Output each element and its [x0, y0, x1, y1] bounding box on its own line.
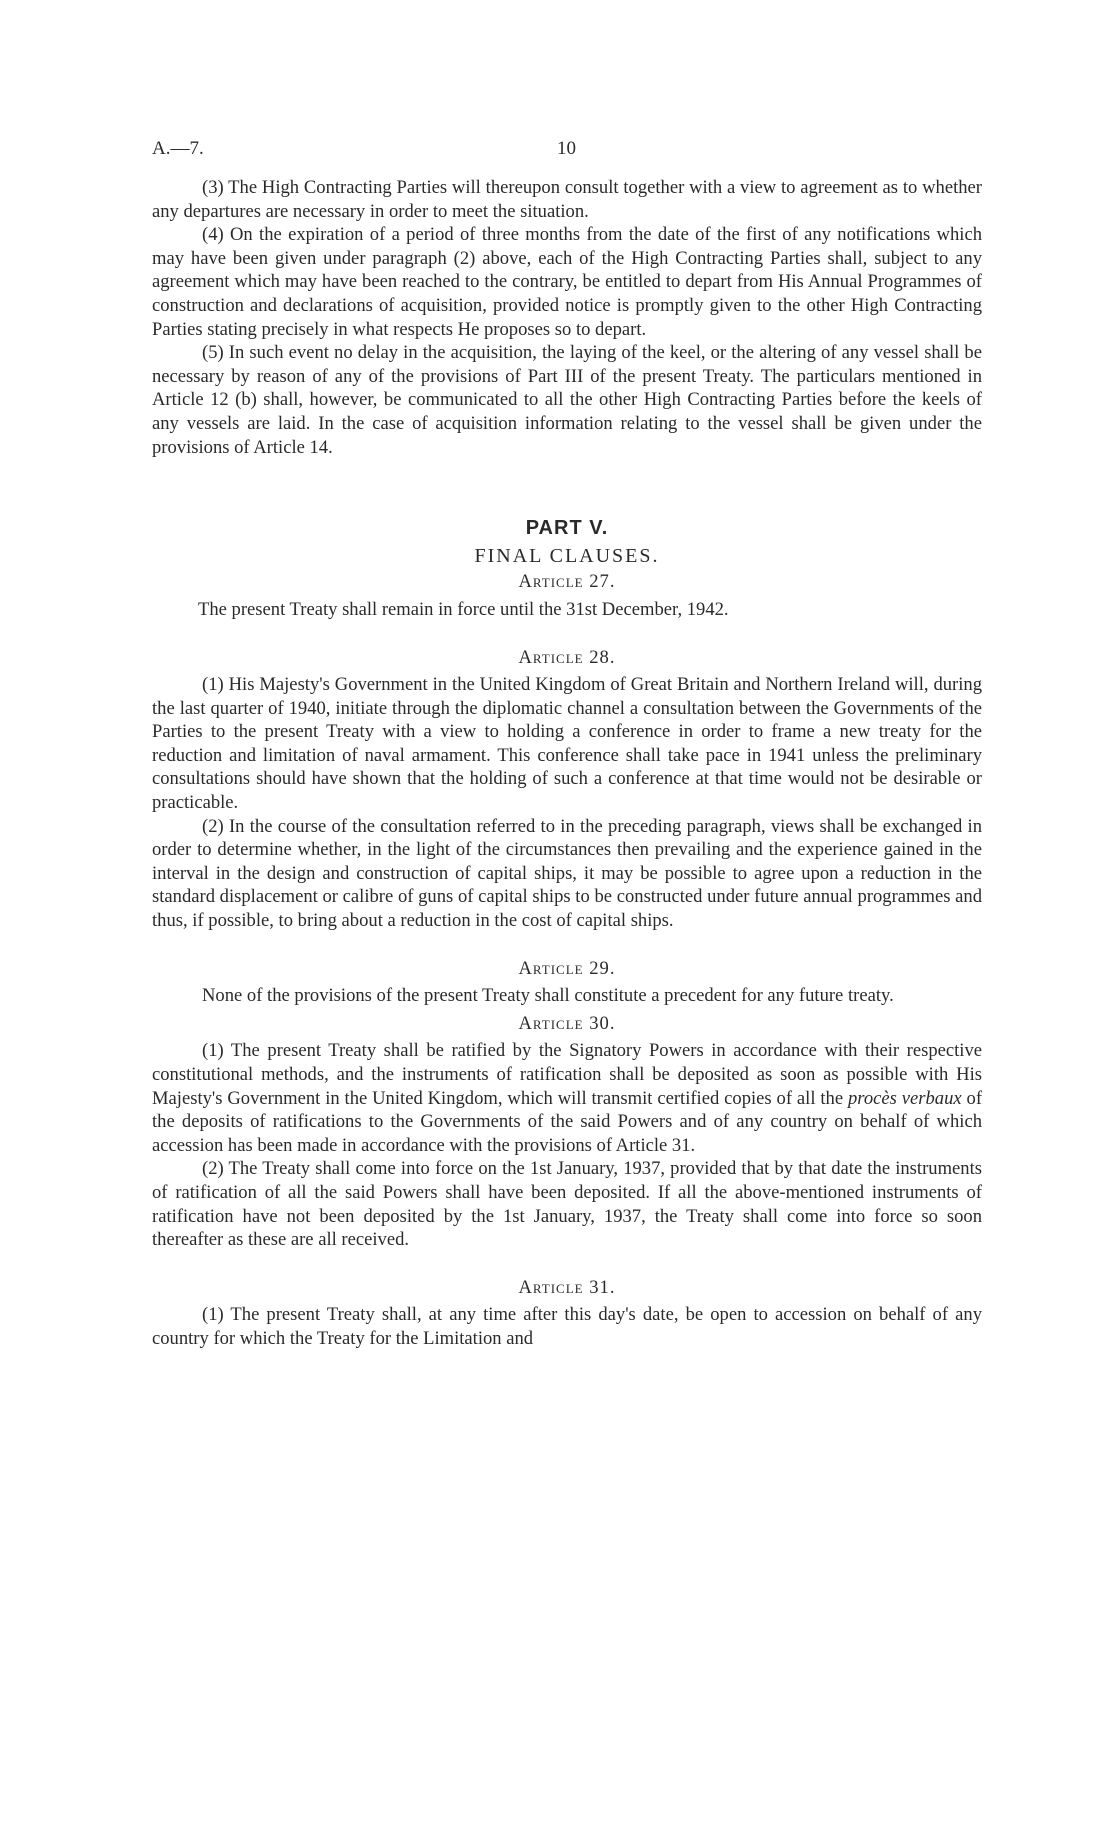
article-27-heading: Article 27.: [518, 571, 616, 593]
article-29-heading: Article 29.: [518, 957, 616, 979]
article-30-p1-start: (1) The present Treaty shall be ratified by the Signatory Powers in accordance with their respective constitutional methods, and the instruments of ratification shall be deposited as soon as possible with His Majesty's Government in the United Kingdom, which will transmit certified copies of all the: [152, 1040, 982, 1109]
section-heading: FINAL CLAUSES.: [474, 544, 660, 567]
part-heading: PART V.: [525, 517, 609, 540]
document-reference: A.—7.: [152, 138, 204, 159]
article-27-text: The present Treaty shall remain in force until the 31st December, 1942.: [198, 598, 729, 620]
page-header: [152, 138, 982, 164]
paragraph-3: (3) The High Contracting Parties will thereupon consult together with a view to agreement as to whether any departures are necessary in order to meet the situation.: [152, 177, 982, 222]
article-31-heading: Article 31.: [518, 1276, 616, 1298]
article-30-paragraph-1: [152, 1039, 982, 1157]
article-28-heading: Article 28.: [518, 646, 616, 668]
page-number: 10: [557, 138, 576, 159]
paragraph-4: (4) On the expiration of a period of three months from the date of the first of any notifications which may have been given under paragraph (2) above, each of the High Contracting Parties shall, subject to any agreement which may have been reached to the contrary, be entitled to depart from His Annual Programmes of construction and declarations of acquisition, provided notice is promptly given to the other High Contracting Parties stating precisely in what respects He proposes so to depart.: [152, 224, 982, 340]
article-30-p1-end: of the deposits of ratifications to the Governments of the said Powers and of any country on behalf of which accession has been made in accordance with the provisions of Article 31.: [152, 1087, 983, 1156]
article-31-text: (1) The present Treaty shall, at any time after this day's date, be open to accession on behalf of any country for which the Treaty for the Limitation and: [152, 1304, 982, 1349]
article-28-paragraph-2: (2) In the course of the consultation referred to in the preceding paragraph, views shall be exchanged in order to determine whether, in the light of the circumstances then prevailing and the experience gained in the interval in the design and construction of capital ships, it may be possible to agree upon a reduction in the standard displacement or calibre of guns of capital ships to be constructed under future annual programmes and thus, if possible, to bring about a reduction in the cost of capital ships.: [152, 815, 982, 932]
article-28-paragraph-1: (1) His Majesty's Government in the United Kingdom of Great Britain and Northern Ireland will, during the last quarter of 1940, initiate through the diplomatic channel a consultation between the Governments of the Parties to the present Treaty with a view to holding a conference in order to frame a new treaty for the reduction and limitation of naval armament. This conference shall take pace in 1941 unless the preliminary consultations should have shown that the holding of such a conference at that time would not be desirable or practicable.: [152, 674, 982, 814]
article-29-text: None of the provisions of the present Treaty shall constitute a precedent for any future treaty.: [202, 985, 894, 1007]
document-body: [152, 176, 982, 1351]
article-30-heading: Article 30.: [518, 1012, 616, 1034]
article-30-p1-italic: procès verbaux: [847, 1087, 962, 1109]
article-30-paragraph-2: (2) The Treaty shall come into force on the 1st January, 1937, provided that by that date the instruments of ratification of all the said Powers shall have been deposited. If all the above-mentioned instruments of ratification have not been deposited by the 1st January, 1937, the Treaty shall come into force so soon thereafter as these are all received.: [152, 1158, 982, 1251]
paragraph-5: (5) In such event no delay in the acquisition, the laying of the keel, or the altering of any vessel shall be necessary by reason of any of the provisions of Part III of the present Treaty. The particulars mentioned in Article 12 (b) shall, however, be communicated to all the other High Contracting Parties before the keels of any vessels are laid. In the case of acquisition information relating to the vessel shall be given under the provisions of Article 14.: [152, 342, 982, 458]
